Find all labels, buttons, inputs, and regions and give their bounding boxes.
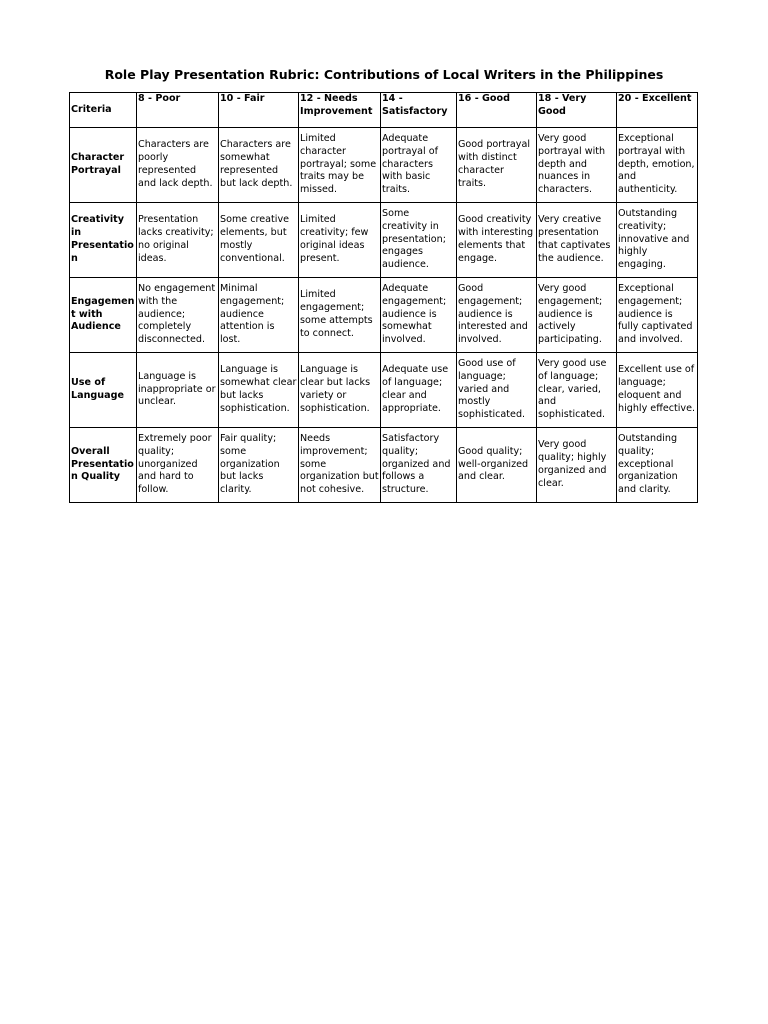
column-header-criteria: Criteria	[70, 93, 137, 128]
table-cell: Good quality; well-organized and clear.	[457, 428, 537, 503]
column-header-good: 16 - Good	[457, 93, 537, 128]
table-cell: Limited engagement; some attempts to connect.	[299, 278, 381, 353]
table-cell: Adequate portrayal of characters with basic traits.	[381, 128, 457, 203]
table-cell: Extremely poor quality; unorganized and hard to follow.	[137, 428, 219, 503]
table-row-overall-quality	[70, 428, 698, 503]
table-cell: Very good use of language; clear, varied, and sophisticated.	[537, 353, 617, 428]
column-header-needs-improvement: 12 - Needs Improvement	[299, 93, 381, 128]
criterion-cell: Creativity in Presentation	[70, 203, 137, 278]
table-cell: Fair quality; some organization but lacks clarity.	[219, 428, 299, 503]
table-cell: Needs improvement; some organization but not cohesive.	[299, 428, 381, 503]
table-cell: Outstanding quality; exceptional organization and clarity.	[617, 428, 698, 503]
table-cell: Some creativity in presentation; engages audience.	[381, 203, 457, 278]
table-row-engagement	[70, 278, 698, 353]
table-cell: Minimal engagement; audience attention is lost.	[219, 278, 299, 353]
table-cell: Good creativity with interesting elements that engage.	[457, 203, 537, 278]
table-cell: Very good quality; highly organized and clear.	[537, 428, 617, 503]
table-cell: Very creative presentation that captivates the audience.	[537, 203, 617, 278]
table-cell: Satisfactory quality; organized and follows a structure.	[381, 428, 457, 503]
table-cell: Characters are somewhat represented but lack depth.	[219, 128, 299, 203]
table-cell: Excellent use of language; eloquent and highly effective.	[617, 353, 698, 428]
table-cell: Very good portrayal with depth and nuances in characters.	[537, 128, 617, 203]
table-cell: Characters are poorly represented and lack depth.	[137, 128, 219, 203]
table-cell: Good portrayal with distinct character traits.	[457, 128, 537, 203]
table-cell: Language is somewhat clear but lacks sophistication.	[219, 353, 299, 428]
column-header-satisfactory: 14 - Satisfactory	[381, 93, 457, 128]
table-cell: Some creative elements, but mostly conventional.	[219, 203, 299, 278]
table-row-character-portrayal	[70, 128, 698, 203]
table-cell: Language is clear but lacks variety or sophistication.	[299, 353, 381, 428]
table-row-creativity	[70, 203, 698, 278]
table-cell: Language is inappropriate or unclear.	[137, 353, 219, 428]
table-cell: No engagement with the audience; completely disconnected.	[137, 278, 219, 353]
table-cell: Good use of language; varied and mostly sophisticated.	[457, 353, 537, 428]
criterion-cell: Character Portrayal	[70, 128, 137, 203]
table-cell: Adequate engagement; audience is somewhat involved.	[381, 278, 457, 353]
header-row	[70, 93, 698, 128]
table-cell: Outstanding creativity; innovative and highly engaging.	[617, 203, 698, 278]
column-header-very-good: 18 - Very Good	[537, 93, 617, 128]
criterion-cell: Engagement with Audience	[70, 278, 137, 353]
criterion-cell: Use of Language	[70, 353, 137, 428]
column-header-poor: 8 - Poor	[137, 93, 219, 128]
table-cell: Exceptional portrayal with depth, emotion, and authenticity.	[617, 128, 698, 203]
table-cell: Good engagement; audience is interested and involved.	[457, 278, 537, 353]
table-row-use-of-language	[70, 353, 698, 428]
table-cell: Adequate use of language; clear and appropriate.	[381, 353, 457, 428]
page-title: Role Play Presentation Rubric: Contributions of Local Writers in the Philippines	[104, 67, 664, 82]
criterion-cell: Overall Presentation Quality	[70, 428, 137, 503]
table-cell: Very good engagement; audience is actively participating.	[537, 278, 617, 353]
table-cell: Exceptional engagement; audience is fully captivated and involved.	[617, 278, 698, 353]
table-cell: Presentation lacks creativity; no original ideas.	[137, 203, 219, 278]
table-cell: Limited creativity; few original ideas present.	[299, 203, 381, 278]
rubric-table	[69, 92, 698, 503]
table-cell: Limited character portrayal; some traits may be missed.	[299, 128, 381, 203]
column-header-fair: 10 - Fair	[219, 93, 299, 128]
column-header-excellent: 20 - Excellent	[617, 93, 698, 128]
